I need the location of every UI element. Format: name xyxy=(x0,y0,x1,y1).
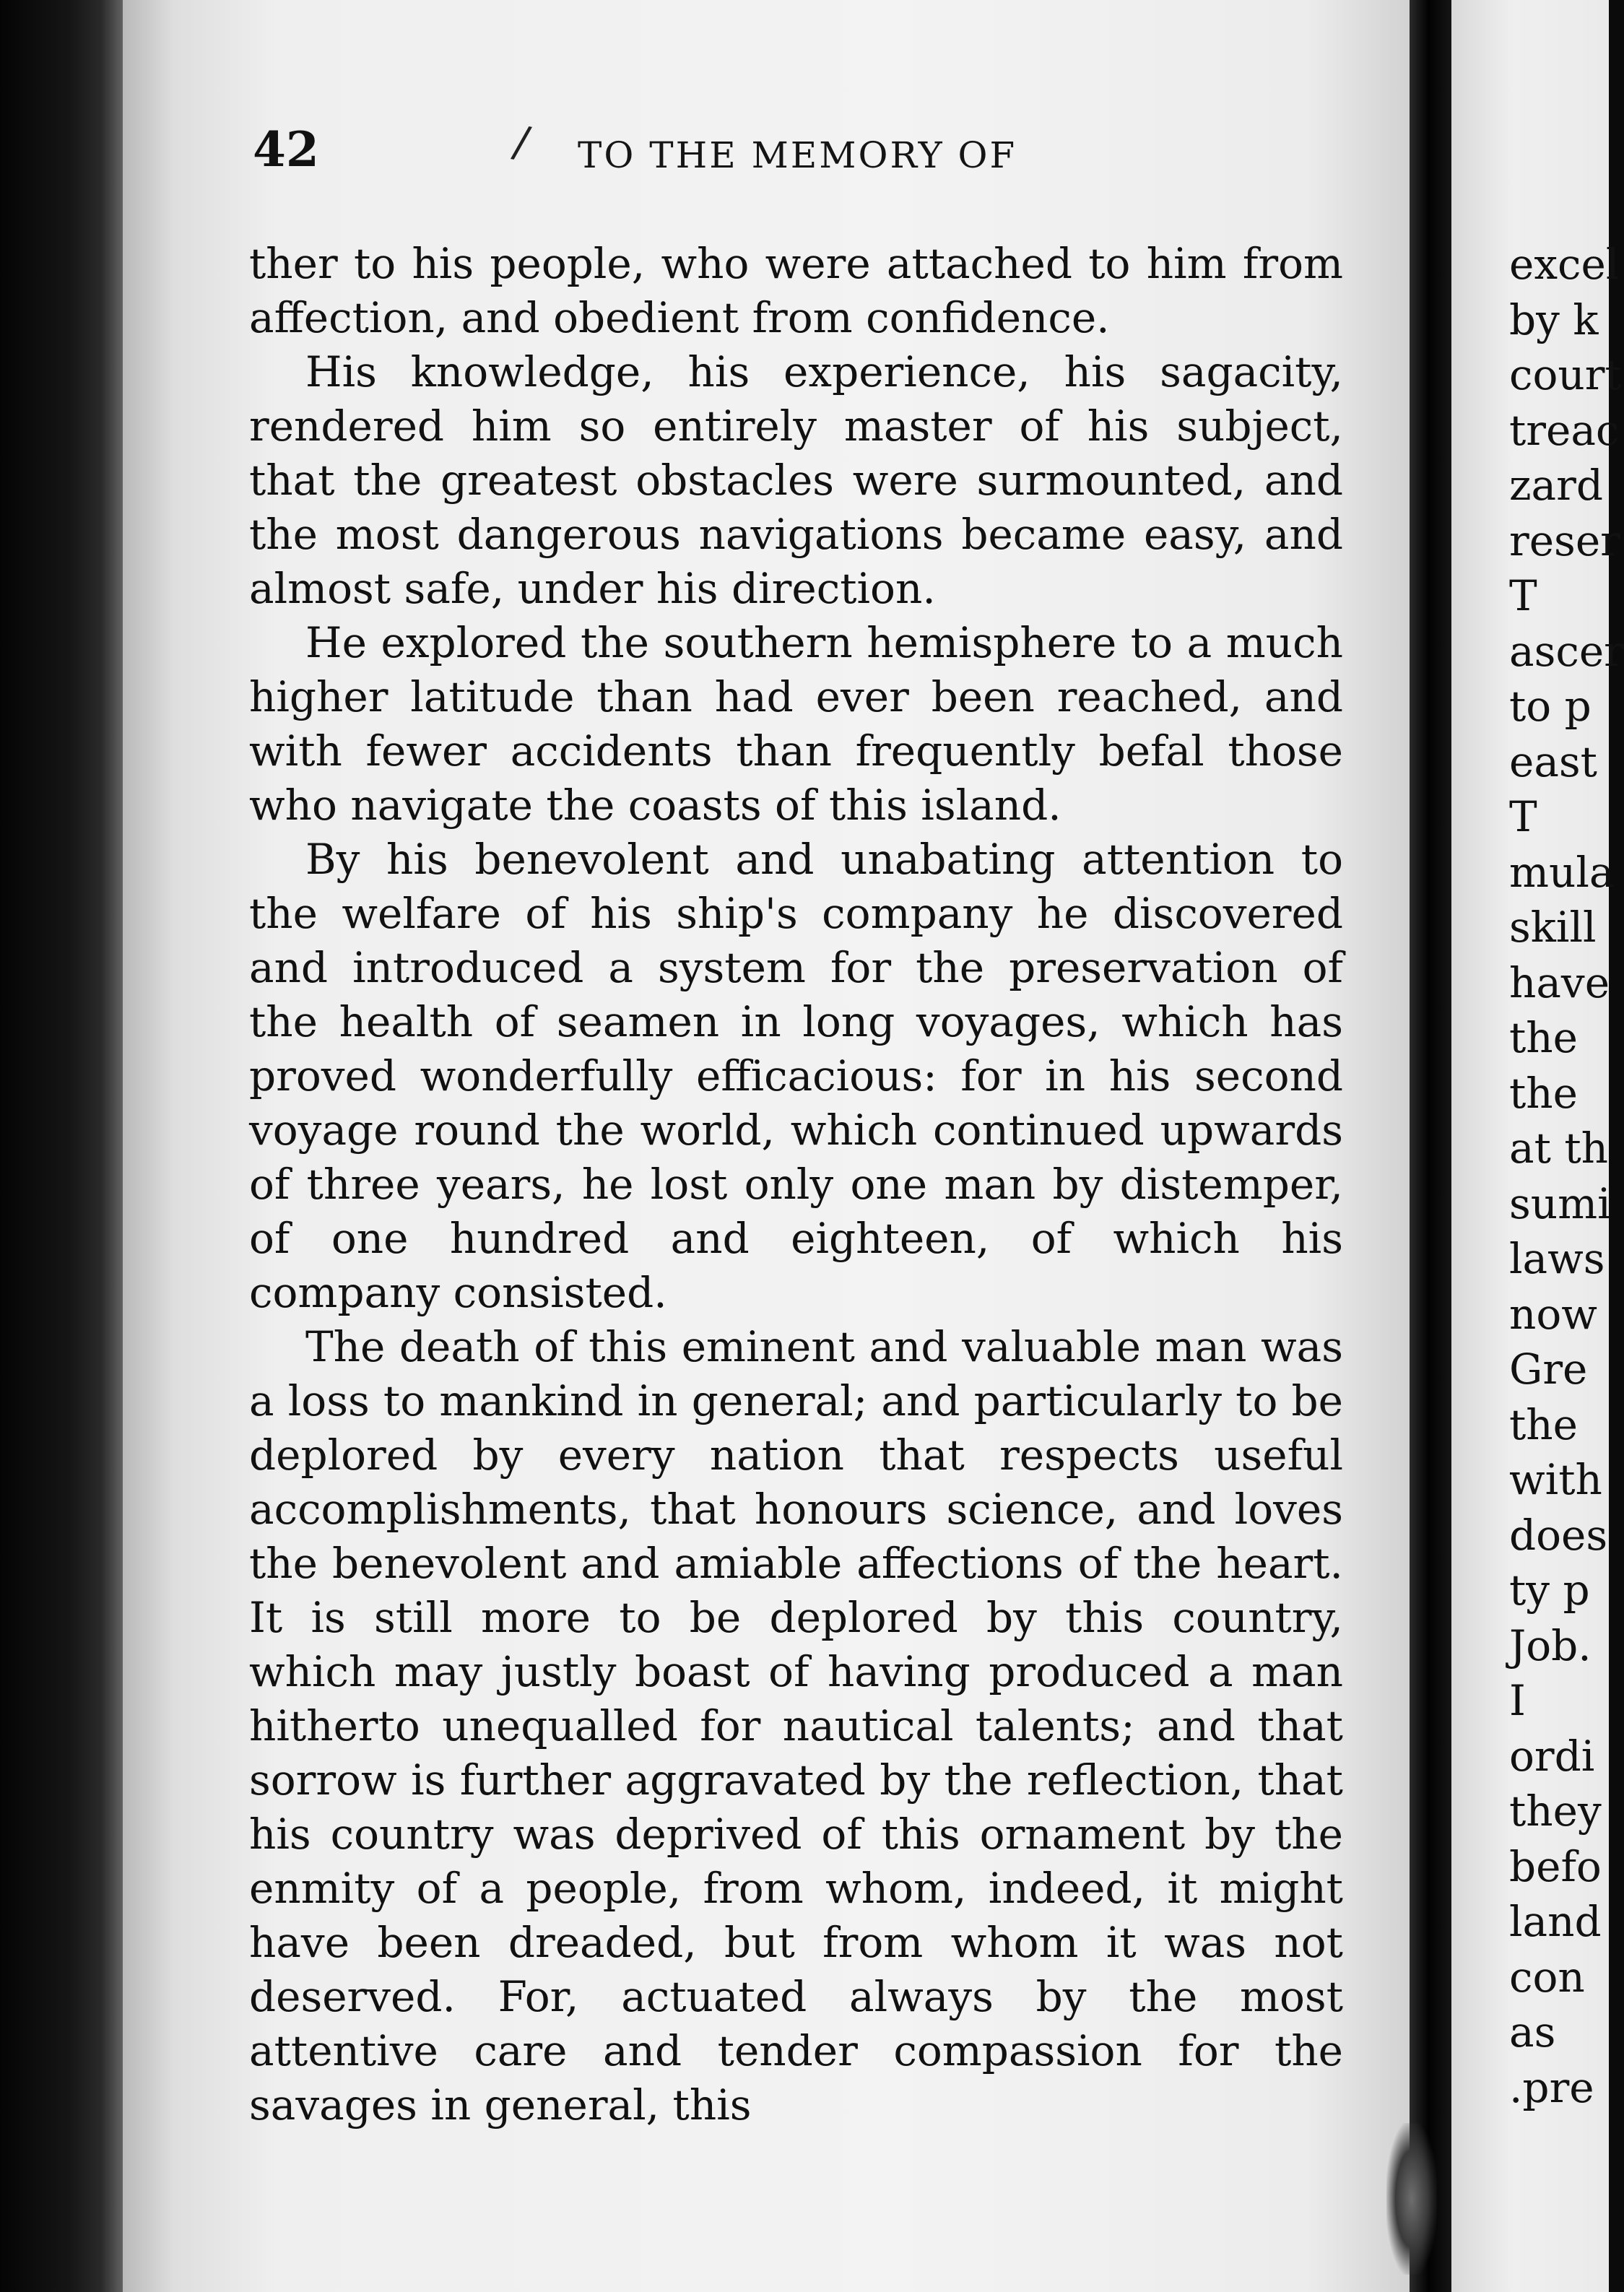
book-gutter xyxy=(1410,0,1451,2292)
right-page-line: con xyxy=(1509,1952,1585,2002)
right-page-line: .pre xyxy=(1509,2062,1594,2112)
page-smudge xyxy=(1386,2123,1437,2275)
binding-shadow xyxy=(0,0,126,2292)
paragraph: He explored the southern hemisphere to a much higher latitude than had ever been reached, and with fewer accidents than frequently befal those who navigate the coasts of this island. xyxy=(249,618,1343,830)
right-page-line: treac xyxy=(1509,405,1620,455)
right-page-line: ascer xyxy=(1509,626,1624,676)
right-page-line: with xyxy=(1509,1455,1602,1504)
right-page-line: have xyxy=(1509,958,1610,1007)
right-page-line: skill xyxy=(1509,903,1597,952)
right-page-line: by k xyxy=(1509,295,1599,344)
right-page-line: the xyxy=(1509,1068,1578,1118)
pen-mark: / xyxy=(508,116,534,169)
right-page-line: east xyxy=(1509,737,1597,786)
paragraph: ther to his people, who were attached to him from affection, and obedient from confidence. xyxy=(249,239,1343,342)
right-page-text xyxy=(1509,237,1624,2115)
right-page-line: the xyxy=(1509,1399,1578,1449)
right-page-line: Gre xyxy=(1509,1345,1588,1394)
right-page-line: ty p xyxy=(1509,1566,1590,1615)
page-header xyxy=(246,116,1343,186)
right-page-line: T xyxy=(1509,792,1537,841)
right-page-line: mula xyxy=(1509,847,1615,897)
body-text xyxy=(249,237,1343,2132)
right-page-line: excel xyxy=(1509,240,1620,289)
right-page-line: court xyxy=(1509,350,1622,399)
right-page-line: at th xyxy=(1509,1124,1608,1173)
right-page-line: laws xyxy=(1509,1234,1605,1283)
right-page-line: befo xyxy=(1509,1841,1602,1891)
right-page-line: to p xyxy=(1509,682,1592,731)
right-page-line: T xyxy=(1509,571,1537,620)
right-page-line: sumi xyxy=(1509,1178,1611,1228)
running-head: TO THE MEMORY OF xyxy=(578,134,1017,176)
right-page-line: reser xyxy=(1509,516,1620,565)
paragraph: The death of this eminent and valuable man was a loss to mankind in general; and particularly to be deplored by every nation that respects useful accomplishments, that honours science, and loves the benevolent and amiable affections of the heart. It is still more to be deplored by this country, which may justly boast of having produced a man hitherto unequalled for nautical talents; and that sorrow is further aggravated by the reflection, that his country was deprived of this ornament by the enmity of a people, from whom, indeed, it might have been dreaded, but from whom it was not deserved. For, actuated always by the most attentive care and tender compassion for the savages in general, this xyxy=(249,1322,1343,2130)
right-page-line: zard xyxy=(1509,461,1603,510)
right-page-line: Job. xyxy=(1509,1620,1592,1670)
right-page-line: ordi xyxy=(1509,1731,1595,1781)
right-page-line: as xyxy=(1509,2007,1556,2057)
right-page-line: now xyxy=(1509,1289,1597,1339)
right-page-line: the xyxy=(1509,1013,1578,1062)
right-page-line: does xyxy=(1509,1510,1608,1560)
right-page-line: land xyxy=(1509,1897,1602,1946)
page-number: 42 xyxy=(253,121,319,178)
right-page-line: I xyxy=(1509,1676,1526,1725)
right-page-line: they xyxy=(1509,1787,1602,1836)
paragraph: His knowledge, his experience, his sagacity, rendered him so entirely master of his subject, that the greatest obstacles were surmounted, and the most dangerous navigations became easy, and almost safe, under his direction. xyxy=(249,347,1343,613)
paragraph: By his benevolent and unabating attention to the welfare of his ship's company he discovered and introduced a system for the preservation of the health of seamen in long voyages, which has proved wonderfully efficacious: for in his second voyage round the world, which continued upwards of three years, he lost only one man by distemper, of one hundred and eighteen, of which his company consisted. xyxy=(249,835,1343,1317)
